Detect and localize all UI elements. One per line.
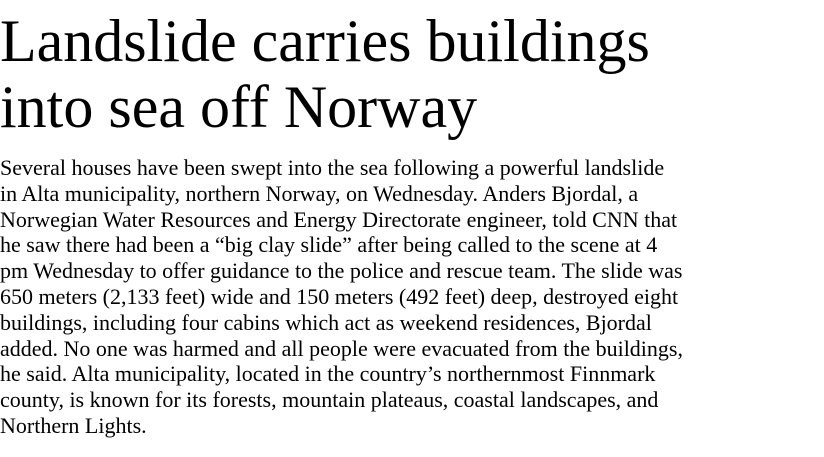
headline-line: into sea off Norway bbox=[0, 74, 478, 140]
body-line: Several houses have been swept into the sea following a powerful landslide bbox=[0, 155, 665, 180]
body-line: he said. Alta municipality, located in the country’s northernmost Finnmark bbox=[0, 361, 656, 387]
body-line: buildings, including four cabins which act as weekend residences, Bjordal bbox=[0, 309, 652, 335]
body-line: he saw there had been a “big clay slide” after being called to the scene at 4 bbox=[0, 232, 658, 258]
headline-line: Landslide carries buildings bbox=[0, 8, 650, 74]
body-line: 650 meters (2,133 feet) wide and 150 meters (492 feet) deep, destroyed eight bbox=[0, 283, 679, 309]
body-line: county, is known for its forests, mountain plateaus, coastal landscapes, and bbox=[0, 387, 659, 413]
body-line: Norwegian Water Resources and Energy Directorate engineer, told CNN that bbox=[0, 206, 678, 232]
body-line: pm Wednesday to offer guidance to the police and rescue team. The slide was bbox=[0, 258, 683, 284]
article-body bbox=[0, 155, 683, 439]
headline bbox=[0, 8, 650, 140]
body-line: Northern Lights. bbox=[0, 412, 147, 438]
body-line: in Alta municipality, northern Norway, on Wednesday. Anders Bjordal, a bbox=[0, 180, 639, 206]
body-line: added. No one was harmed and all people were evacuated from the buildings, bbox=[0, 335, 683, 361]
